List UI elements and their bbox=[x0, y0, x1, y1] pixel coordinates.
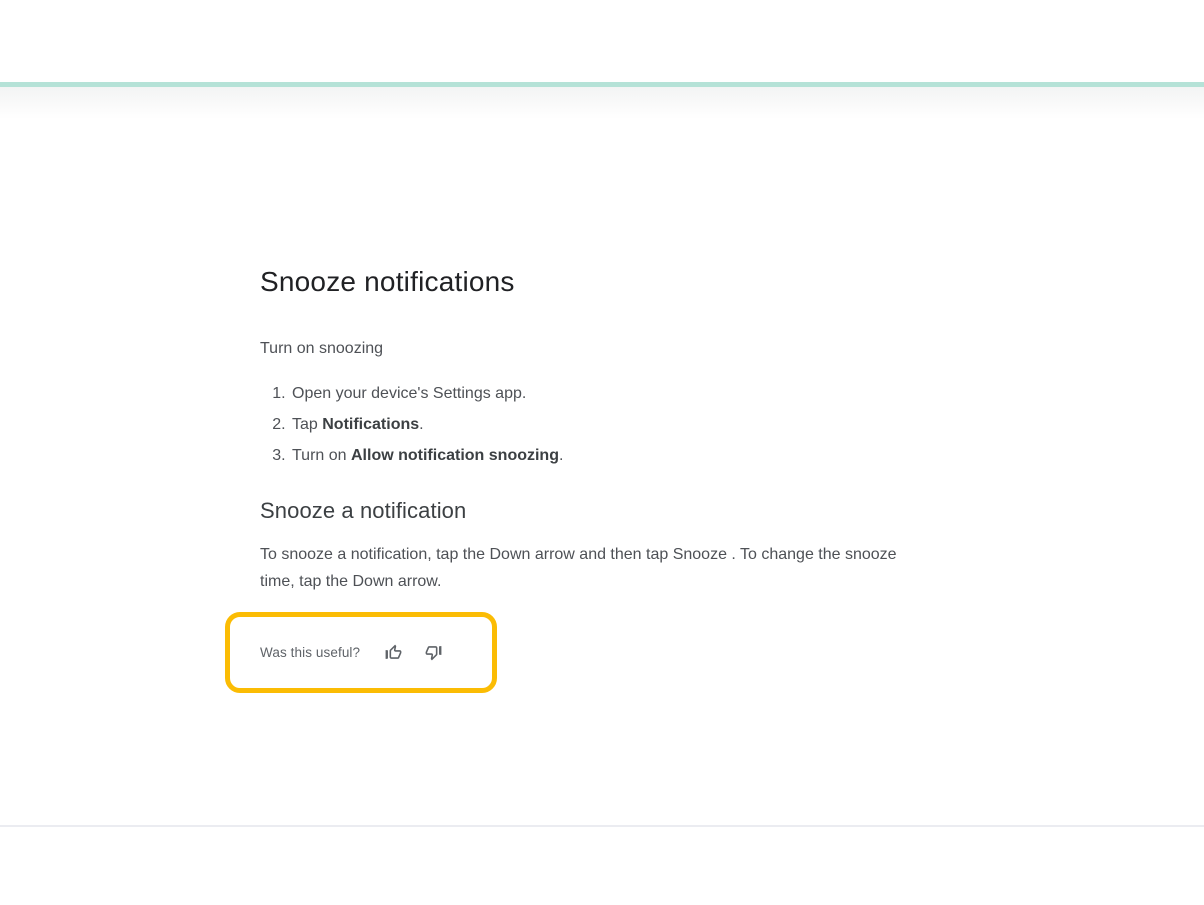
intro-text: Turn on snoozing bbox=[260, 340, 384, 357]
thumbs-up-button[interactable] bbox=[384, 643, 403, 662]
step-text: Open your device's Settings app. bbox=[292, 385, 527, 402]
section-body-text: To snooze a notification, tap the Down arrow and then tap Snooze . To change the snooze time, tap the Down arrow. bbox=[260, 546, 897, 590]
step-bold-text: Notifications bbox=[322, 416, 420, 433]
page-title: Snooze notifications bbox=[260, 266, 515, 297]
step-text: . bbox=[558, 447, 564, 464]
thumbs-down-icon bbox=[424, 643, 443, 662]
list-item bbox=[290, 378, 922, 409]
step-text: Tap bbox=[292, 416, 323, 433]
section-heading: Snooze a notification bbox=[260, 498, 467, 523]
thumbs-down-button[interactable] bbox=[424, 643, 443, 662]
step-text: Turn on bbox=[292, 447, 351, 464]
bottom-divider bbox=[0, 825, 1204, 827]
article-content bbox=[260, 0, 922, 693]
list-item bbox=[290, 409, 922, 440]
feedback-highlight-annotation bbox=[225, 612, 497, 693]
list-item bbox=[290, 440, 922, 471]
steps-list bbox=[260, 378, 922, 471]
step-text: . bbox=[419, 416, 424, 433]
feedback-question: Was this useful? bbox=[260, 645, 361, 660]
feedback-buttons bbox=[384, 643, 443, 662]
step-bold-text: Allow notification snoozing bbox=[351, 447, 559, 464]
thumbs-up-icon bbox=[384, 643, 403, 662]
